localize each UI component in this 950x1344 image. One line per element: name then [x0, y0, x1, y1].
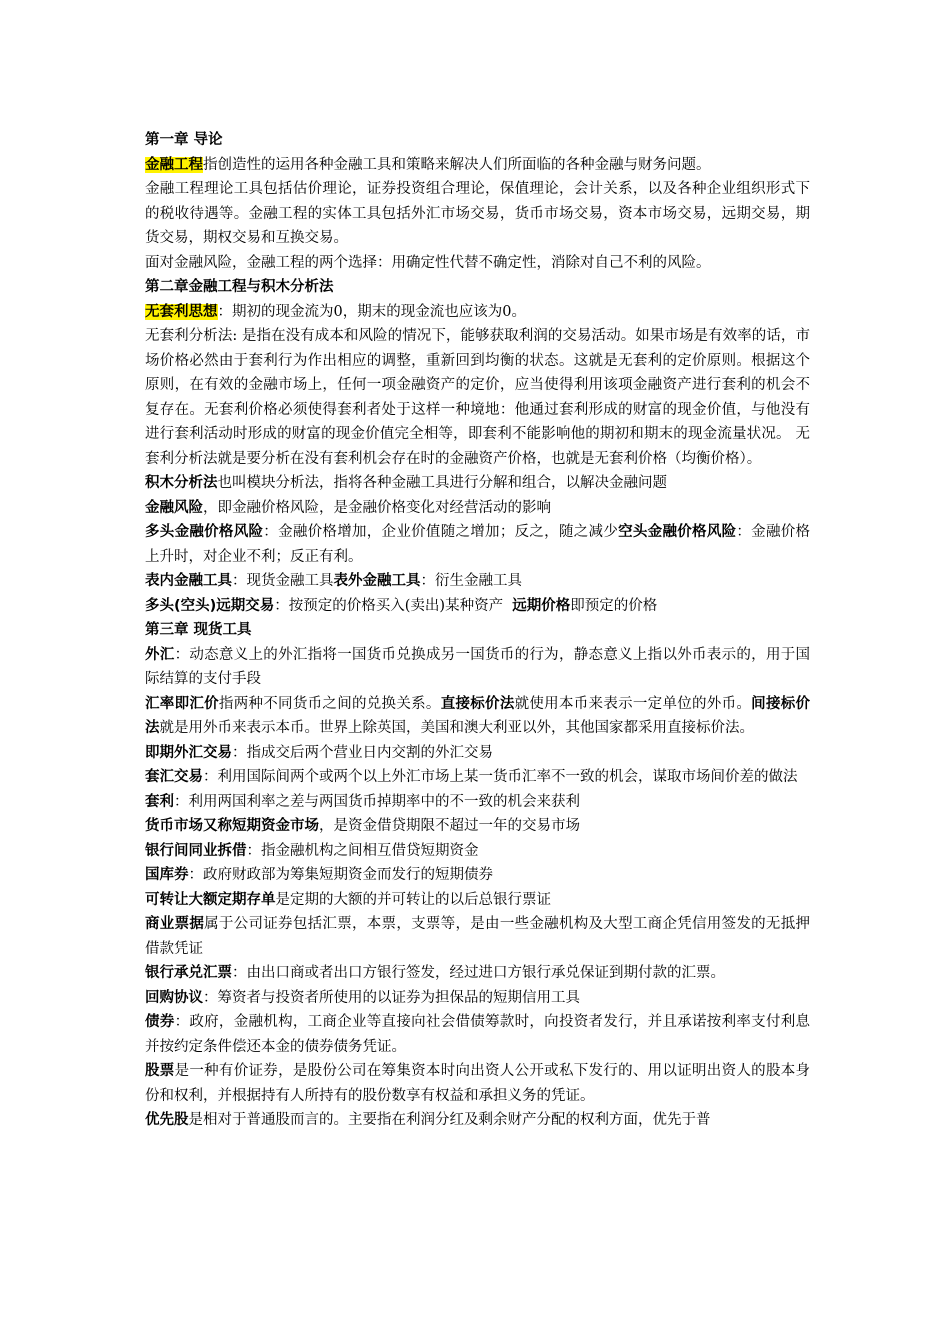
chapter-1-title: 第一章 导论	[145, 132, 223, 148]
para-repo	[145, 986, 810, 1011]
para-treasury-bill	[145, 863, 810, 888]
para-text: ：利用两国利率之差与两国货币掉期率中的不一致的机会来获利	[174, 793, 580, 810]
para-interbank	[145, 839, 810, 864]
para-text: 是定期的大额的并可转让的以后总银行票证	[275, 891, 551, 908]
para-financial-engineering	[145, 153, 810, 178]
para-spot-forex	[145, 741, 810, 766]
para-forex	[145, 643, 810, 692]
para-text: 也叫模块分析法，指将各种金融工具进行分解和组合，以解决金融问题	[217, 475, 667, 491]
para-stock	[145, 1059, 810, 1108]
term: 金融风险	[145, 499, 203, 516]
term: 表外金融工具	[333, 573, 421, 589]
term: 股票	[145, 1063, 175, 1079]
para-text: 即预定的价格	[570, 597, 658, 614]
para-arbitrage-forex	[145, 765, 810, 790]
para-text: 就使用本币来表示一定单位的外币。	[514, 695, 752, 712]
para-text: 指创造性的运用各种金融工具和策略来解决人们所面临的各种金融与财务问题。	[203, 156, 711, 173]
para-no-arbitrage-method: 无套利分析法: 是指在没有成本和风险的情况下，能够获取利润的交易活动。如果市场是有效率的话，市场价格必然由于套利行为作出相应的调整，重新回到均衡的状态。这就是无套利的定价原则。根据这个原则，在有效的金融市场上，任何一项金融资产的定价，应当使得利用该项金融资产进行套利的机会不复存在。无套利价格必须使得套利者处于这样一种境地：他通过套利形成的财富的现金价值，与他没有进行套利活动时形成的财富的现金价值完全相等，即套利不能影响他的期初和期末的现金流量状况。 无套利分析法就是要分析在没有套利机会存在时的金融资产价格，也就是无套利价格（均衡价格）。	[145, 328, 810, 467]
para-text: ：金融价格上升时，对企业不利；反正有利。	[145, 524, 811, 565]
para-text: ：指成交后两个营业日内交割的外汇交易	[232, 744, 493, 761]
para-text: ，是资金借贷期限不超过一年的交易市场	[319, 818, 580, 834]
term: 套利	[145, 793, 174, 810]
para-cd	[145, 888, 810, 913]
para-text: ：动态意义上的外汇指将一国货币兑换成另一国货币的行为，静态意义上指以外币表示的，用于国际结算的支付手段	[145, 646, 811, 687]
term-highlight: 金融工程	[145, 156, 203, 173]
term: 外汇	[145, 646, 175, 663]
para-text: ：利用国际间两个或两个以上外汇市场上某一货币汇率不一致的机会，谋取市场间价差的做法	[203, 769, 798, 785]
term: 汇率即汇价	[145, 695, 219, 712]
para-text: ：政府，金融机构，工商企业等直接向社会借债筹款时，向投资者发行，并且承诺按利率支付利息并按约定条件偿还本金的债券债务凭证。	[145, 1014, 811, 1055]
term: 间接标价法	[145, 695, 811, 736]
term: 直接标价法	[440, 695, 515, 712]
term: 多头金融价格风险	[145, 524, 264, 540]
para-text: ：由出口商或者出口方银行签发，经过进口方银行承兑保证到期付款的汇票。	[232, 965, 725, 981]
term: 国库券	[145, 867, 189, 883]
para-bond	[145, 1010, 810, 1059]
para-exchange-rate	[145, 692, 810, 741]
term: 远期价格	[512, 597, 571, 614]
document-body	[145, 128, 810, 1133]
para-text: ：筹资者与投资者所使用的以证券为担保品的短期信用工具	[203, 989, 580, 1006]
para-tools: 金融工程理论工具包括估价理论，证券投资组合理论，保值理论，会计关系，以及各种企业组织形式下的税收待遇等。金融工程的实体工具包括外汇市场交易，货币市场交易，资本市场交易，远期交易，期货交易，期权交易和互换交易。	[145, 181, 810, 246]
para-financial-risk	[145, 496, 810, 521]
para-no-arbitrage-idea	[145, 300, 810, 325]
term: 可转让大额定期存单	[145, 891, 276, 908]
para-text: ：期初的现金流为0，期末的现金流也应该为0。	[217, 303, 526, 320]
para-text: 指两种不同货币之间的兑换关系。	[218, 695, 441, 712]
term: 即期外汇交易	[145, 744, 232, 761]
para-commercial-paper	[145, 912, 810, 961]
para-preferred-stock	[145, 1108, 810, 1133]
para-long-short-risk	[145, 520, 810, 569]
para-text: ：指金融机构之间相互借贷短期资金	[246, 842, 479, 859]
para-text: ：衍生金融工具	[420, 573, 522, 589]
para-text: 是一种有价证券，是股份公司在筹集资本时向出资人公开或私下发行的、用以证明出资人的股本身份和权利，并根据持有人所持有的股份数享有权益和承担义务的凭证。	[145, 1063, 811, 1104]
term: 货币市场又称短期资金市场	[145, 818, 319, 834]
para-text: 属于公司证券包括汇票，本票，支票等，是由一些金融机构及大型工商企凭信用签发的无抵押借款凭证	[145, 916, 811, 957]
term: 银行承兑汇票	[145, 965, 232, 981]
term-highlight: 无套利思想	[145, 303, 218, 320]
term: 积木分析法	[145, 475, 218, 491]
para-building-block	[145, 471, 810, 496]
term: 空头金融价格风险	[618, 524, 737, 540]
para-text: ：政府财政部为筹集短期资金而发行的短期债券	[188, 867, 493, 883]
para-bankers-acceptance	[145, 961, 810, 986]
term: 套汇交易	[145, 769, 203, 785]
term: 银行间同业拆借	[145, 842, 247, 859]
term: 回购协议	[145, 989, 203, 1006]
para-risk-choice: 面对金融风险，金融工程的两个选择：用确定性代替不确定性，消除对自己不利的风险。	[145, 254, 711, 271]
term: 商业票据	[145, 916, 205, 932]
para-text: ：现货金融工具	[232, 573, 334, 589]
term: 表内金融工具	[145, 573, 232, 589]
chapter-3-title: 第三章 现货工具	[145, 622, 252, 638]
para-interest-arbitrage	[145, 790, 810, 815]
para-text: ：按预定的价格买入(卖出)某种资产	[274, 597, 513, 614]
chapter-2-title: 第二章金融工程与积木分析法	[145, 279, 334, 295]
para-text: ，即金融价格风险，是金融价格变化对经营活动的影响	[203, 499, 551, 516]
term: 多头(空头)远期交易	[145, 597, 275, 614]
para-forward	[145, 594, 810, 619]
para-money-market	[145, 814, 810, 839]
para-on-off-balance	[145, 569, 810, 594]
para-text: ：金融价格增加，企业价值随之增加；反之，随之减少	[263, 524, 619, 540]
para-text: 就是用外币来表示本币。世界上除英国，美国和澳大利亚以外，其他国家都采用直接标价法。	[159, 720, 754, 736]
term: 债券	[145, 1014, 175, 1030]
term: 优先股	[145, 1112, 189, 1128]
para-text: 是相对于普通股而言的。主要指在利润分红及剩余财产分配的权利方面，优先于普	[188, 1112, 711, 1128]
